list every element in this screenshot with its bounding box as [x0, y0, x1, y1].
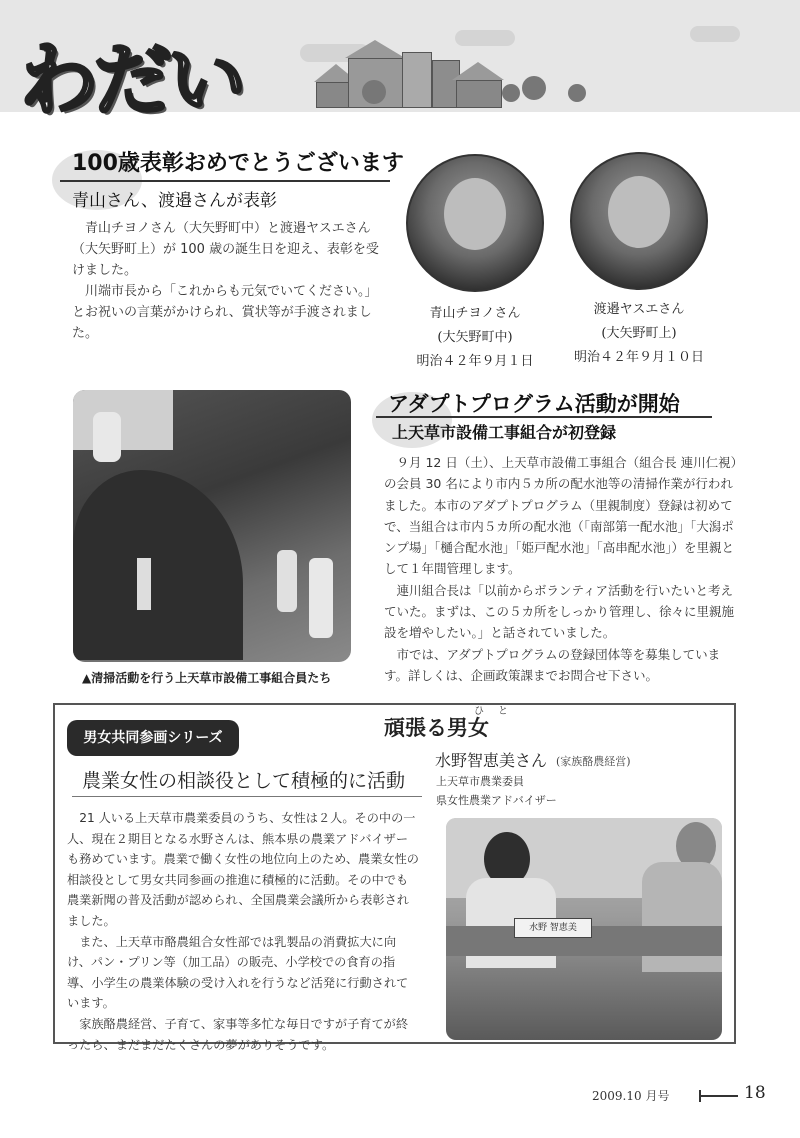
paragraph: 川端市長から「これからも元気でいてください。」とお祝いの言葉がかけられ、賞状等が手渡されました。: [72, 284, 378, 341]
series-badge: 男女共同参画シリーズ: [67, 720, 239, 756]
paragraph: 連川組合長は「以前からボランティア活動を行いたいと考えていた。まずは、この５カ所をしっかり管理し、徐々に里親施設を増やしたい。」と話されていました。: [384, 582, 735, 641]
portrait-photo: [570, 152, 708, 290]
meeting-photo: [446, 818, 722, 1040]
person-birth: 明治４２年９月１０日: [573, 350, 704, 365]
photo-caption: ▲清掃活動を行う上天草市設備工事組合員たち: [82, 671, 332, 685]
profile-name: 水野智恵美さん: [435, 751, 548, 770]
article-title: 100歳表彰おめでとうございます: [72, 151, 404, 176]
person-name: 青山チヨノさん: [429, 306, 521, 321]
paragraph: 市では、アダプトプログラムの登録団体等を募集しています。詳しくは、企画政策課までお問合せ下さい。: [384, 646, 721, 683]
title-rule: [376, 416, 712, 418]
profile-role: 上天草市農業委員: [436, 775, 524, 788]
profile-role: 県女性農業アドバイザー: [436, 794, 557, 807]
person-name: 渡邉ヤスエさん: [593, 302, 685, 317]
series-ruby: ひと: [474, 706, 522, 717]
person-birth: 明治４２年９月１日: [416, 354, 534, 369]
article-headline: 農業女性の相談役として積極的に活動: [82, 770, 406, 792]
footer-rule: [700, 1095, 738, 1097]
person-place: (大矢野町上): [601, 326, 677, 341]
article-subtitle: 青山さん、渡邉さんが表彰: [72, 191, 278, 211]
portrait-caption: [400, 302, 550, 374]
portrait-caption: [564, 298, 714, 370]
page-number: 18: [744, 1083, 766, 1103]
nameplate: 水野 智恵美: [514, 918, 592, 938]
article-subtitle: 上天草市設備工事組合が初登録: [392, 423, 617, 442]
paragraph: また、上天草市酪農組合女性部では乳製品の消費拡大に向け、パン・プリン等（加工品）の販売、小学校での食育の指導、小学生の農業体験の受け入れを行うなど活発に行動されています。: [67, 934, 409, 1011]
profile-note: (家族酪農経営): [556, 755, 631, 768]
headline-rule: [72, 796, 422, 797]
article-body: [67, 808, 419, 1055]
portrait-photo: [406, 154, 544, 292]
series-title: 頑張る男女: [384, 716, 489, 740]
title-rule: [60, 180, 390, 182]
person-place: (大矢野町中): [437, 330, 513, 345]
article-title: アダプトプログラム活動が開始: [388, 392, 680, 416]
issue-label: 2009.10 月号: [592, 1089, 670, 1103]
cleanup-photo: [73, 390, 351, 662]
article-body: [72, 218, 390, 344]
article-body: [384, 452, 740, 686]
paragraph: 青山チヨノさん（大矢野町中）と渡邉ヤスエさん（大矢野町上）が 100 歳の誕生日を迎え、表彰を受けました。: [72, 221, 379, 278]
paragraph: ９月 12 日（土）、上天草市設備工事組合（組合長 連川仁視）の会員 30 名により市内５カ所の配水池等の清掃作業が行われました。本市のアダプトプログラム（里親制度）登録は初めてで、当組合は市内５カ所の配水池（「南部第一配水池」「大潟ポンプ場」「樋合配水池」「姫戸配水池」「高串配水池」）を里親として１年間管理します。: [384, 455, 737, 577]
section-title: わだい: [20, 36, 243, 126]
paragraph: 家族酪農経営、子育て、家事等多忙な毎日ですが子育てが終ったら、まだまだたくさんの夢がありそうです。: [67, 1016, 409, 1052]
paragraph: 21 人いる上天草市農業委員のうち、女性は２人。その中の一人、現在２期目となる水野さんは、熊本県の農業アドバイザーも務めています。農業で働く女性の地位向上のため、農業女性の相談役として男女共同参画の推進に積極的に活動。その中でも農業新聞の普及活動が認められ、全国農業会議所から表彰されました。: [67, 811, 419, 928]
